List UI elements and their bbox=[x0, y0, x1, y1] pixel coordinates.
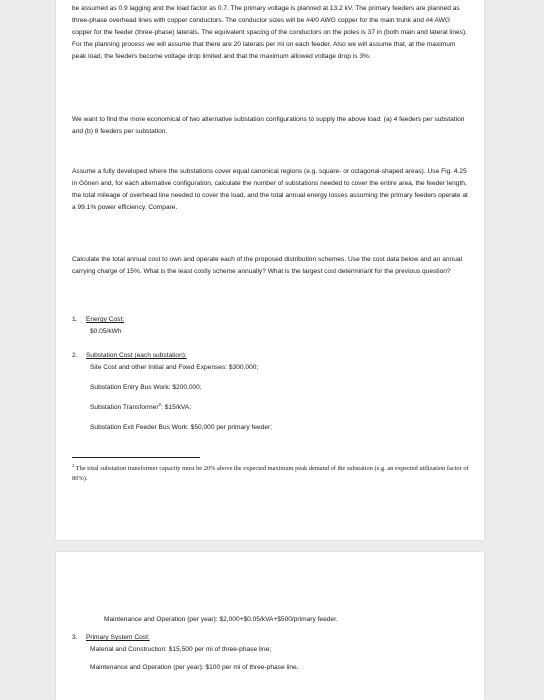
entry-bus-line: Substation Entry Bus Work: $200,000; bbox=[90, 384, 202, 391]
site-cost-line: Site Cost and other Initial and Fixed Expenses: $300,000; bbox=[90, 364, 259, 371]
transformer-label: Substation Transformer bbox=[90, 404, 159, 411]
footnote bbox=[72, 464, 470, 484]
config-paragraph: We want to find the more economical of two alternative substation configurations to supply the above load: (a) 4 feeders per substation and (b) 8 feeders per substation. bbox=[72, 116, 465, 135]
list-heading: Energy Cost: bbox=[86, 316, 125, 323]
intro-paragraph: be assumed as 0.9 lagging and the load factor as 0.7. The primary voltage is planned at 13.2 kV. The primary feeders are planned as three-phase overhead lines with copper conductors. The conductor sizes will be #4/0 AWG copper for the main trunk and #4 AWG copper for the feeder (three-phase) laterals. The equivalent spacing of the conductors on the poles is 37 in (both main and lateral lines). For the planning process we will assume that there are 20 laterals per mi on each feeder. Also we will assume that, at the maximum peak load, the feeders become voltage drop limited and that the maximum allowed voltage drop is 3%. bbox=[72, 5, 468, 60]
material-line: Material and Construction: $15,500 per mi of three-phase line; bbox=[90, 646, 272, 653]
energy-cost-value: $0.05/kWh bbox=[90, 328, 122, 335]
assume-block bbox=[72, 166, 470, 214]
exit-bus-line: Substation Exit Feeder Bus Work: $50,000 per primary feeder; bbox=[90, 424, 273, 431]
footnote-number: 2 bbox=[72, 462, 75, 468]
page-1-content bbox=[72, 3, 470, 63]
footnote-marker: 2 bbox=[158, 401, 162, 407]
list-sublines bbox=[86, 326, 470, 338]
list-number: 3. bbox=[72, 634, 78, 641]
list-number: 2. bbox=[72, 352, 78, 359]
cost-list bbox=[72, 314, 470, 434]
footnote-block bbox=[72, 457, 470, 484]
maintenance-line: Maintenance and Operation (per year): $2,000+$0.05/kVA+$500/primary feeder. bbox=[104, 616, 338, 623]
cost-block bbox=[72, 254, 470, 278]
list-sublines bbox=[86, 644, 470, 674]
cost-paragraph: Calculate the total annual cost to own and operate each of the proposed distribution schemes. Use the cost data below and an annual carrying charge of 15%. What is the least costly scheme annually? What is the largest cost determinant for the previous question? bbox=[72, 256, 463, 275]
transformer-value: : $15/kVA; bbox=[161, 404, 192, 411]
config-block bbox=[72, 114, 470, 138]
assume-paragraph: Assume a fully developed where the substations cover equal canonical regions (e.g. square- or octagonal-shaped areas). Use Fig. 4.25 in Gönen and, for each alternative configuration, calculate the number of substations needed to cover the entire area, the feeder length, the total mileage of overhead line needed to cover the load, and the total annual energy losses assuming the primary feeders operate at a 99.1% power efficiency. Compare. bbox=[72, 168, 468, 211]
footnote-divider bbox=[72, 457, 200, 458]
list-item-substation-cost bbox=[72, 350, 470, 434]
footnote-text: The total substation transformer capacity must be 20% above the expected maximum peak demand of the substation (e.g. an expected utilization factor of 80%). bbox=[72, 465, 469, 482]
list-heading: Primary System Cost: bbox=[86, 634, 150, 641]
list-heading: Substation Cost (each substation): bbox=[86, 352, 187, 359]
document-page-2 bbox=[56, 552, 484, 700]
page-2-content bbox=[72, 614, 470, 674]
line-maintenance-line: Maintenance and Operation (per year): $100 per mi of three-phase line. bbox=[90, 664, 299, 671]
list-item-energy-cost bbox=[72, 314, 470, 338]
document-page-1 bbox=[56, 0, 484, 540]
list-item-primary-system-cost bbox=[72, 632, 470, 674]
list-number: 1. bbox=[72, 316, 78, 323]
transformer-line bbox=[90, 402, 470, 414]
list-sublines bbox=[86, 362, 470, 434]
